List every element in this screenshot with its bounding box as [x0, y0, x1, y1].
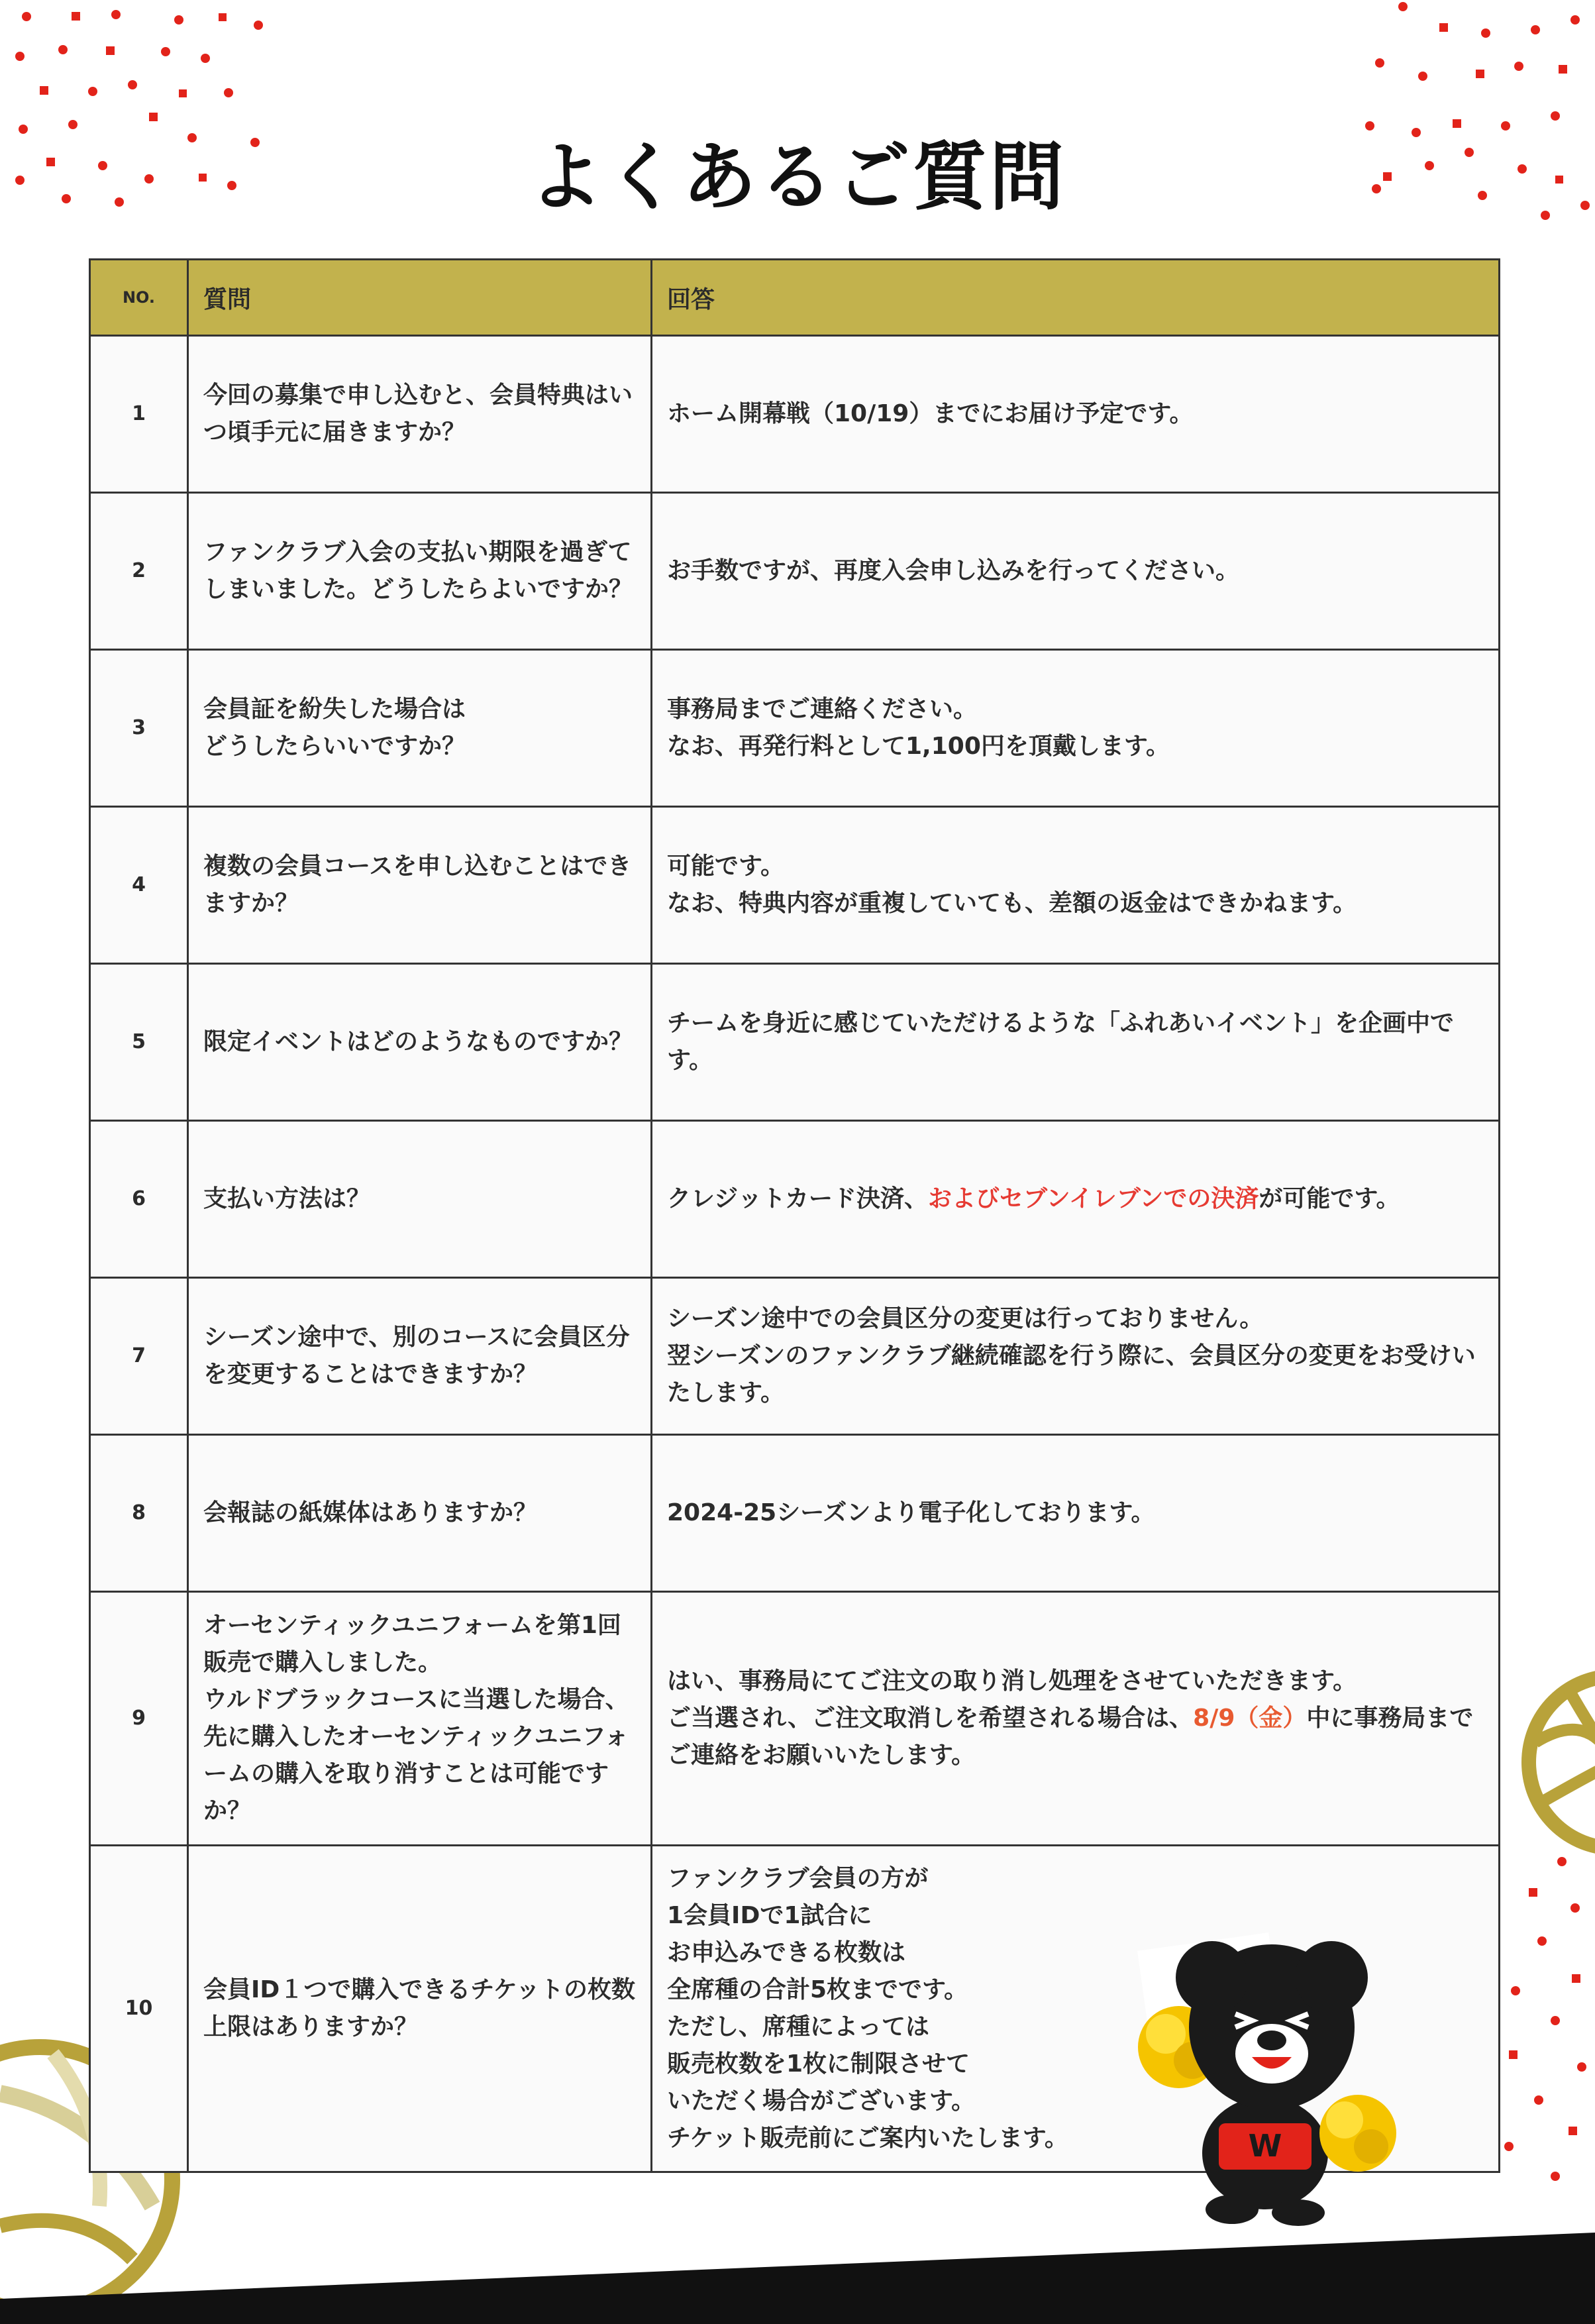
- answer-cell: [652, 650, 1500, 807]
- column-header-no: NO.: [90, 260, 188, 336]
- answer-line: ファンクラブ会員の方が: [667, 1865, 929, 1892]
- answer-cell: [652, 807, 1500, 964]
- answer-text: クレジットカード決済、: [667, 1185, 929, 1212]
- faq-table: [89, 258, 1500, 2173]
- question-line: ウルドブラックコースに当選した場合、先に購入したオーセンティックユニフォームの購入を取り消すことは可能ですか？: [203, 1686, 629, 1824]
- row-number: 9: [90, 1592, 188, 1846]
- question-cell: 会員ID１つで購入できるチケットの枚数上限はありますか？: [188, 1846, 652, 2172]
- question-line: どうしたらいいですか？: [203, 733, 466, 760]
- question-cell: ファンクラブ入会の支払い期限を過ぎてしまいました。どうしたらよいですか？: [188, 493, 652, 650]
- row-number: 7: [90, 1278, 188, 1435]
- row-number: 10: [90, 1846, 188, 2172]
- table-row: [90, 650, 1500, 807]
- answer-line: 可能です。: [667, 853, 785, 880]
- answer-text: 中に事務局までご連絡をお願いいたします。: [667, 1705, 1474, 1769]
- row-number: 6: [90, 1121, 188, 1278]
- page-title: よくあるご質問: [529, 134, 1066, 221]
- question-cell: シーズン途中で、別のコースに会員区分を変更することはできますか？: [188, 1278, 652, 1435]
- answer-line: いただく場合がございます。: [667, 2087, 976, 2115]
- row-number: 2: [90, 493, 188, 650]
- answer-cell: [652, 1435, 1500, 1592]
- answer-cell: [652, 493, 1500, 650]
- answer-highlight: およびセブンイレブンでの決済: [928, 1185, 1259, 1212]
- decorative-dots-bottom-right: [1489, 1848, 1595, 2193]
- question-cell: [188, 1592, 652, 1846]
- answer-cell: [652, 1121, 1500, 1278]
- row-number: 4: [90, 807, 188, 964]
- pom-pom-right: [1319, 2095, 1396, 2172]
- question-cell: 支払い方法は？: [188, 1121, 652, 1278]
- row-number: 8: [90, 1435, 188, 1592]
- answer-cell: [652, 964, 1500, 1121]
- row-number: 1: [90, 336, 188, 493]
- answer-cell: [652, 1278, 1500, 1435]
- answer-line: 1会員IDで1試合に: [667, 1902, 872, 1929]
- question-cell: 複数の会員コースを申し込むことはできますか？: [188, 807, 652, 964]
- table-row: [90, 807, 1500, 964]
- answer-line: なお、再発行料として1,100円を頂戴します。: [667, 733, 1170, 760]
- answer-line: 全席種の合計5枚までです。: [667, 1976, 968, 2003]
- answer-line: 翌シーズンのファンクラブ継続確認を行う際に、会員区分の変更をお受けいたします。: [667, 1342, 1476, 1406]
- answer-highlight: 8/9（金）: [1193, 1705, 1307, 1732]
- answer-line: ホーム開幕戦（10/19）までにお届け予定です。: [667, 400, 1194, 427]
- answer-text: ご当選され、ご注文取消しを希望される場合は、: [667, 1705, 1194, 1732]
- answer-line: シーズン途中での会員区分の変更は行っておりません。: [667, 1305, 1264, 1332]
- question-cell: 会報誌の紙媒体はありますか？: [188, 1435, 652, 1592]
- table-row: [90, 336, 1500, 493]
- answer-cell: [652, 336, 1500, 493]
- answer-line: 2024-25シーズンより電子化しております。: [667, 1499, 1155, 1526]
- table-row: [90, 493, 1500, 650]
- answer-line: はい、事務局にてご注文の取り消し処理をさせていただきます。: [667, 1667, 1357, 1695]
- answer-line: ただし、席種によっては: [667, 2013, 930, 2040]
- table-row: [90, 1592, 1500, 1846]
- answer-line: チームを身近に感じていただけるような「ふれあいイベント」を企画中です。: [667, 1010, 1455, 1074]
- answer-cell: [652, 1592, 1500, 1846]
- column-header-question: 質問: [188, 260, 652, 336]
- question-cell: 今回の募集で申し込むと、会員特典はいつ頃手元に届きますか？: [188, 336, 652, 493]
- volleyball-icon: [1516, 1663, 1595, 1862]
- question-line: オーセンティックユニフォームを第1回販売で購入しました。: [203, 1612, 621, 1676]
- svg-text:W: W: [1248, 2128, 1282, 2164]
- answer-line: お手数ですが、再度入会申し込みを行ってください。: [667, 557, 1240, 584]
- row-number: 5: [90, 964, 188, 1121]
- question-cell: [188, 650, 652, 807]
- answer-text: が可能です。: [1259, 1185, 1400, 1212]
- answer-line: なお、特典内容が重複していても、差額の返金はできかねます。: [667, 890, 1357, 917]
- answer-line: チケット販売前にご案内いたします。: [667, 2125, 1068, 2152]
- column-header-answer: 回答: [652, 260, 1500, 336]
- table-row: [90, 964, 1500, 1121]
- table-row: [90, 1435, 1500, 1592]
- row-number: 3: [90, 650, 188, 807]
- table-row: [90, 1278, 1500, 1435]
- answer-line: お申込みできる枚数は: [667, 1939, 906, 1966]
- answer-line: 販売枚数を1枚に制限させて: [667, 2050, 970, 2078]
- question-cell: 限定イベントはどのようなものですか？: [188, 964, 652, 1121]
- question-line: 会員証を紛失した場合は: [203, 696, 466, 723]
- answer-line: 事務局までご連絡ください。: [667, 696, 978, 723]
- table-header-row: [90, 260, 1500, 336]
- table-row: [90, 1121, 1500, 1278]
- mascot-illustration: [1119, 1915, 1411, 2233]
